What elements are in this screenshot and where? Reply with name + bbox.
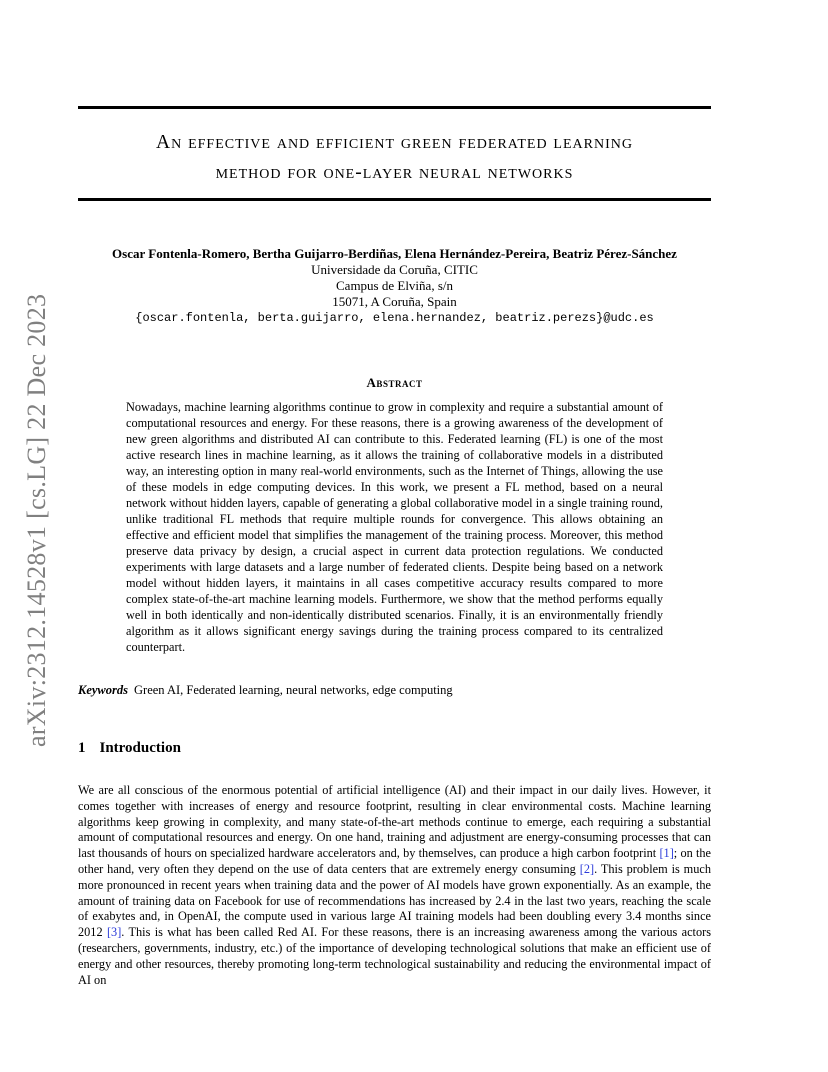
- section-heading-introduction: [78, 740, 181, 757]
- title-top-rule: [78, 106, 711, 109]
- intro-text-part-1: We are all conscious of the enormous potential of artificial intelligence (AI) and their impact in our daily lives. However, it comes together with increases of energy and resource footprint, resulting in clear environmental costs. Machine learning algorithms keep growing in complexity, and many state-of-the-art methods continue to emerge, each requiring a substantial amount of computational resources and energy. On one hand, training and adjustment are energy-consuming processes that can last thousands of hours on specialized hardware accelerators and, by themselves, can produce a high carbon footprint: [78, 783, 711, 861]
- paper-title: [78, 128, 711, 188]
- abstract-heading: Abstract: [366, 375, 423, 390]
- title-line-2: method for one-layer neural networks: [215, 162, 574, 183]
- keywords-label: Keywords: [78, 683, 128, 697]
- intro-text-part-3: . This problem is much more pronounced in recent years when training data and the power of AI models have grown exponentially. As an example, the amount of training data on Facebook for use of recommendations has increased by 2.4 in the last two years, reaching the scale of exabytes and, in OpenAI, the compute used in various large AI training models had been doubling every 3.4 months since 2012: [78, 861, 712, 940]
- affiliation-university: Universidade da Coruña, CITIC: [311, 262, 478, 277]
- citation-link-2[interactable]: [2]: [579, 861, 595, 876]
- abstract-text: Nowadays, machine learning algorithms continue to grow in complexity and require a substantial amount of computational resources and energy. For these reasons, there is a growing awareness of the development of new green algorithms and distributed AI can contribute to this. Federated learning (FL) is one of the most active research lines in machine learning, as it allows the training of collaborative models in a distributed way, an interesting option in many real-world environments, such as the Internet of Things, allowing the use of these models in edge computing devices. In this work, we present a FL method, based on a neural network without hidden layers, capable of generating a global collaborative model in a single training round, unlike traditional FL methods that require multiple rounds for convergence. This allows obtaining an effective and efficient model that simplifies the management of the training process. Moreover, this method preserve data privacy by design, a crucial aspect in current data protection regulations. We conducted experiments with large datasets and a large number of federated clients. Despite being based on a network model without hidden layers, it maintains in all cases competitive accuracy results compared to more complex state-of-the-art machine learning models. Furthermore, we show that the method performs equally well in both identically and non-identically distributed scenarios. Finally, it is an environmentally friendly algorithm as it allows significant energy savings during the training process compared to its centralized counterpart.: [126, 400, 663, 654]
- keywords-text: Green AI, Federated learning, neural networks, edge computing: [134, 683, 453, 697]
- affiliation-campus: Campus de Elviña, s/n: [336, 278, 453, 293]
- affiliation-city: 15071, A Coruña, Spain: [332, 294, 457, 309]
- introduction-paragraph: [78, 783, 711, 988]
- arxiv-identifier: arXiv:2312.14528v1 [cs.LG] 22 Dec 2023: [22, 293, 51, 747]
- intro-text-part-4: . This is what has been called Red AI. For these reasons, there is an increasing awareness among the various actors (researchers, governments, industry, etc.) of the importance of developing technological solutions that make an efficient use of energy and other resources, thereby promoting long-term technological sustainability and reducing the environmental impact of AI on: [78, 925, 711, 987]
- keywords-line: [78, 683, 711, 698]
- title-bottom-rule: [78, 198, 711, 201]
- intro-text-part-2: ; on the other hand, very often they depend on the use of data centers that are extremely energy consuming: [78, 846, 711, 876]
- author-block: [78, 246, 711, 326]
- section-title: Introduction: [99, 740, 181, 756]
- citation-link-3[interactable]: [3]: [106, 925, 122, 940]
- citation-link-1[interactable]: [1]: [659, 846, 674, 861]
- author-names: Oscar Fontenla-Romero, Bertha Guijarro-Berdiñas, Elena Hernández-Pereira, Beatriz Pérez-Sánchez: [112, 246, 677, 261]
- author-emails: {oscar.fontenla, berta.guijarro, elena.hernandez, beatriz.perezs}@udc.es: [135, 311, 654, 325]
- section-number: 1: [78, 740, 86, 756]
- title-line-1: An effective and efficient green federated learning: [156, 132, 633, 153]
